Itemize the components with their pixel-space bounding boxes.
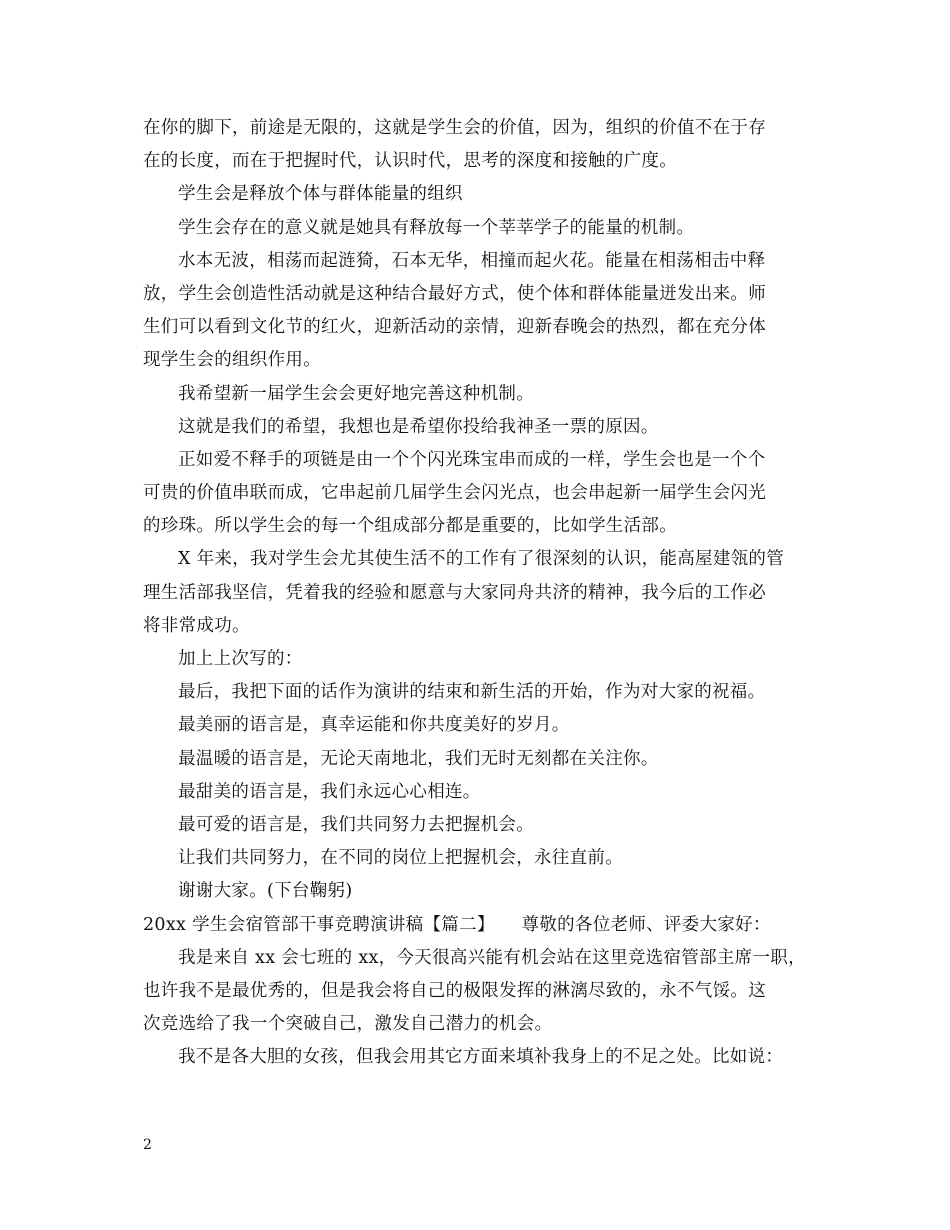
text-line: 生们可以看到文化节的红火，迎新活动的亲情，迎新春晚会的热烈，都在充分体 — [143, 317, 766, 338]
text-line: 加上上次写的： — [178, 649, 303, 669]
text-line: 学生会是释放个体与群体能量的组织 — [178, 184, 463, 205]
text-line: 学生会存在的意义就是她具有释放每一个莘莘学子的能量的机制。 — [178, 217, 695, 238]
text-line: 这就是我们的希望，我想也是希望你投给我神圣一票的原因。 — [178, 416, 659, 437]
text-line: 最可爱的语言是，我们共同努力去把握机会。 — [178, 814, 534, 835]
text-line: 最后，我把下面的话作为演讲的结束和新生活的开始，作为对大家的祝福。 — [178, 682, 766, 703]
text-line: 也许我不是最优秀的，但是我会将自己的极限发挥的淋漓尽致的，永不气馁。这 — [143, 980, 766, 1001]
text-line: 理生活部我坚信，凭着我的经验和愿意与大家同舟共济的精神，我今后的工作必 — [143, 582, 766, 603]
text-line: 正如爱不释手的项链是由一个个闪光珠宝串而成的一样，学生会也是一个个 — [178, 449, 766, 470]
text-line: 可贵的价值串联而成，它串起前几届学生会闪光点，也会串起新一届学生会闪光 — [143, 483, 766, 504]
page-number: 2 — [143, 1137, 152, 1153]
text-line: 水本无波，相荡而起涟猗，石本无华，相撞而起火花。能量在相荡相击中释 — [178, 250, 766, 271]
text-line: 最甜美的语言是，我们永远心心相连。 — [178, 781, 481, 802]
text-line: 将非常成功。 — [143, 615, 250, 636]
text-line: 谢谢大家。(下台鞠躬) — [178, 881, 353, 902]
text-line: 最温暖的语言是，无论天南地北，我们无时无刻都在关注你。 — [178, 748, 659, 769]
text-line: 的珍珠。所以学生会的每一个组成部分都是重要的，比如学生活部。 — [143, 516, 677, 537]
text-line: 我希望新一届学生会会更好地完善这种机制。 — [178, 383, 534, 404]
text-line: 让我们共同努力，在不同的岗位上把握机会，永往直前。 — [178, 848, 623, 869]
text-line: 最美丽的语言是，真幸运能和你共度美好的岁月。 — [178, 715, 570, 736]
text-line: 我不是各大胆的女孩，但我会用其它方面来填补我身上的不足之处。比如说： — [178, 1047, 784, 1068]
text-line: 放，学生会创造性活动就是这种结合最好方式，使个体和群体能量迸发出来。师 — [143, 283, 766, 304]
text-line: 次竞选给了我一个突破自己，激发自己潜力的机会。 — [143, 1014, 553, 1035]
text-line: 在的长度，而在于把握时代，认识时代，思考的深度和接触的广度。 — [143, 151, 677, 172]
text-line: 20xx 学生会宿管部干事竞聘演讲稿【篇二】 尊敬的各位老师、评委大家好： — [143, 914, 771, 935]
text-line: 在你的脚下，前途是无限的，这就是学生会的价值，因为，组织的价值不在于存 — [143, 118, 766, 138]
text-line: 我是来自 xx 会七班的 xx，今天很高兴能有机会站在这里竞选宿管部主席一职， — [178, 947, 806, 968]
text-line: X 年来，我对学生会尤其使生活不的工作有了很深刻的认识，能高屋建瓴的管 — [178, 549, 785, 570]
text-line: 现学生会的组织作用。 — [143, 350, 321, 371]
document-body — [143, 112, 823, 1074]
